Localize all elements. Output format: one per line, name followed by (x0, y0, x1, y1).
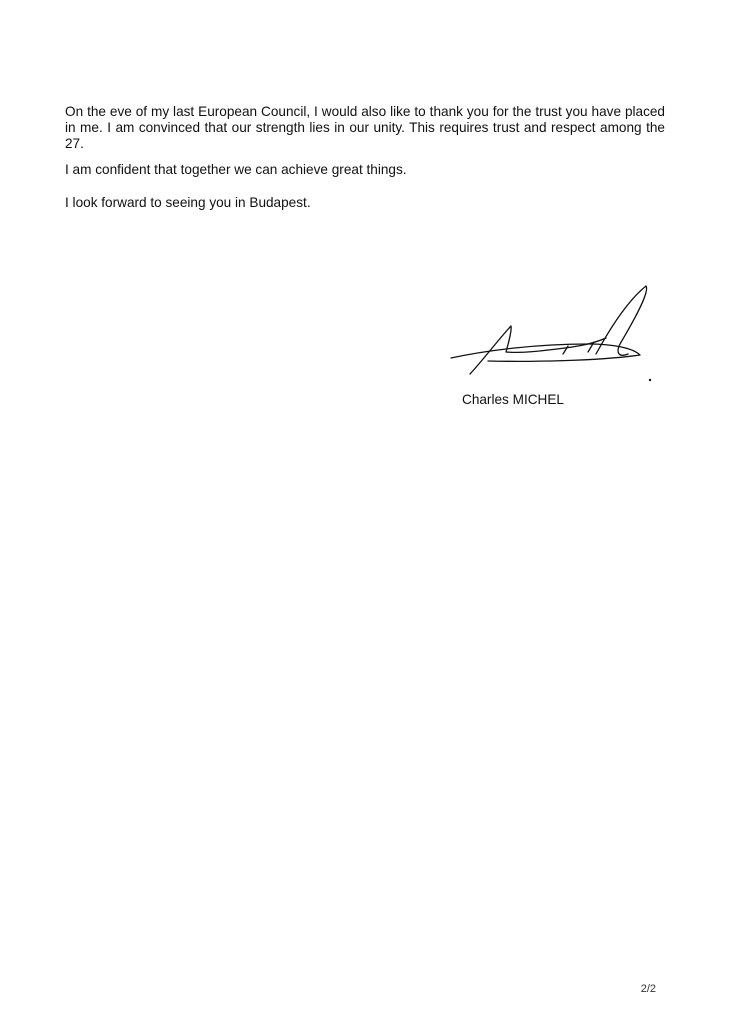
paragraph-confidence: I am confident that together we can achieve great things. (65, 162, 407, 177)
letter-body (65, 104, 665, 211)
signature-icon (448, 282, 663, 384)
paragraph-closing: I look forward to seeing you in Budapest. (65, 195, 311, 210)
page-number: 2/2 (640, 983, 656, 995)
paragraph-thanks: On the eve of my last European Council, I would also like to thank you for the trust you have placed in me. I am convinced that our strength lies in our unity. This requires trust and respect among the 27. (65, 104, 665, 151)
signatory-name: Charles MICHEL (462, 392, 564, 407)
